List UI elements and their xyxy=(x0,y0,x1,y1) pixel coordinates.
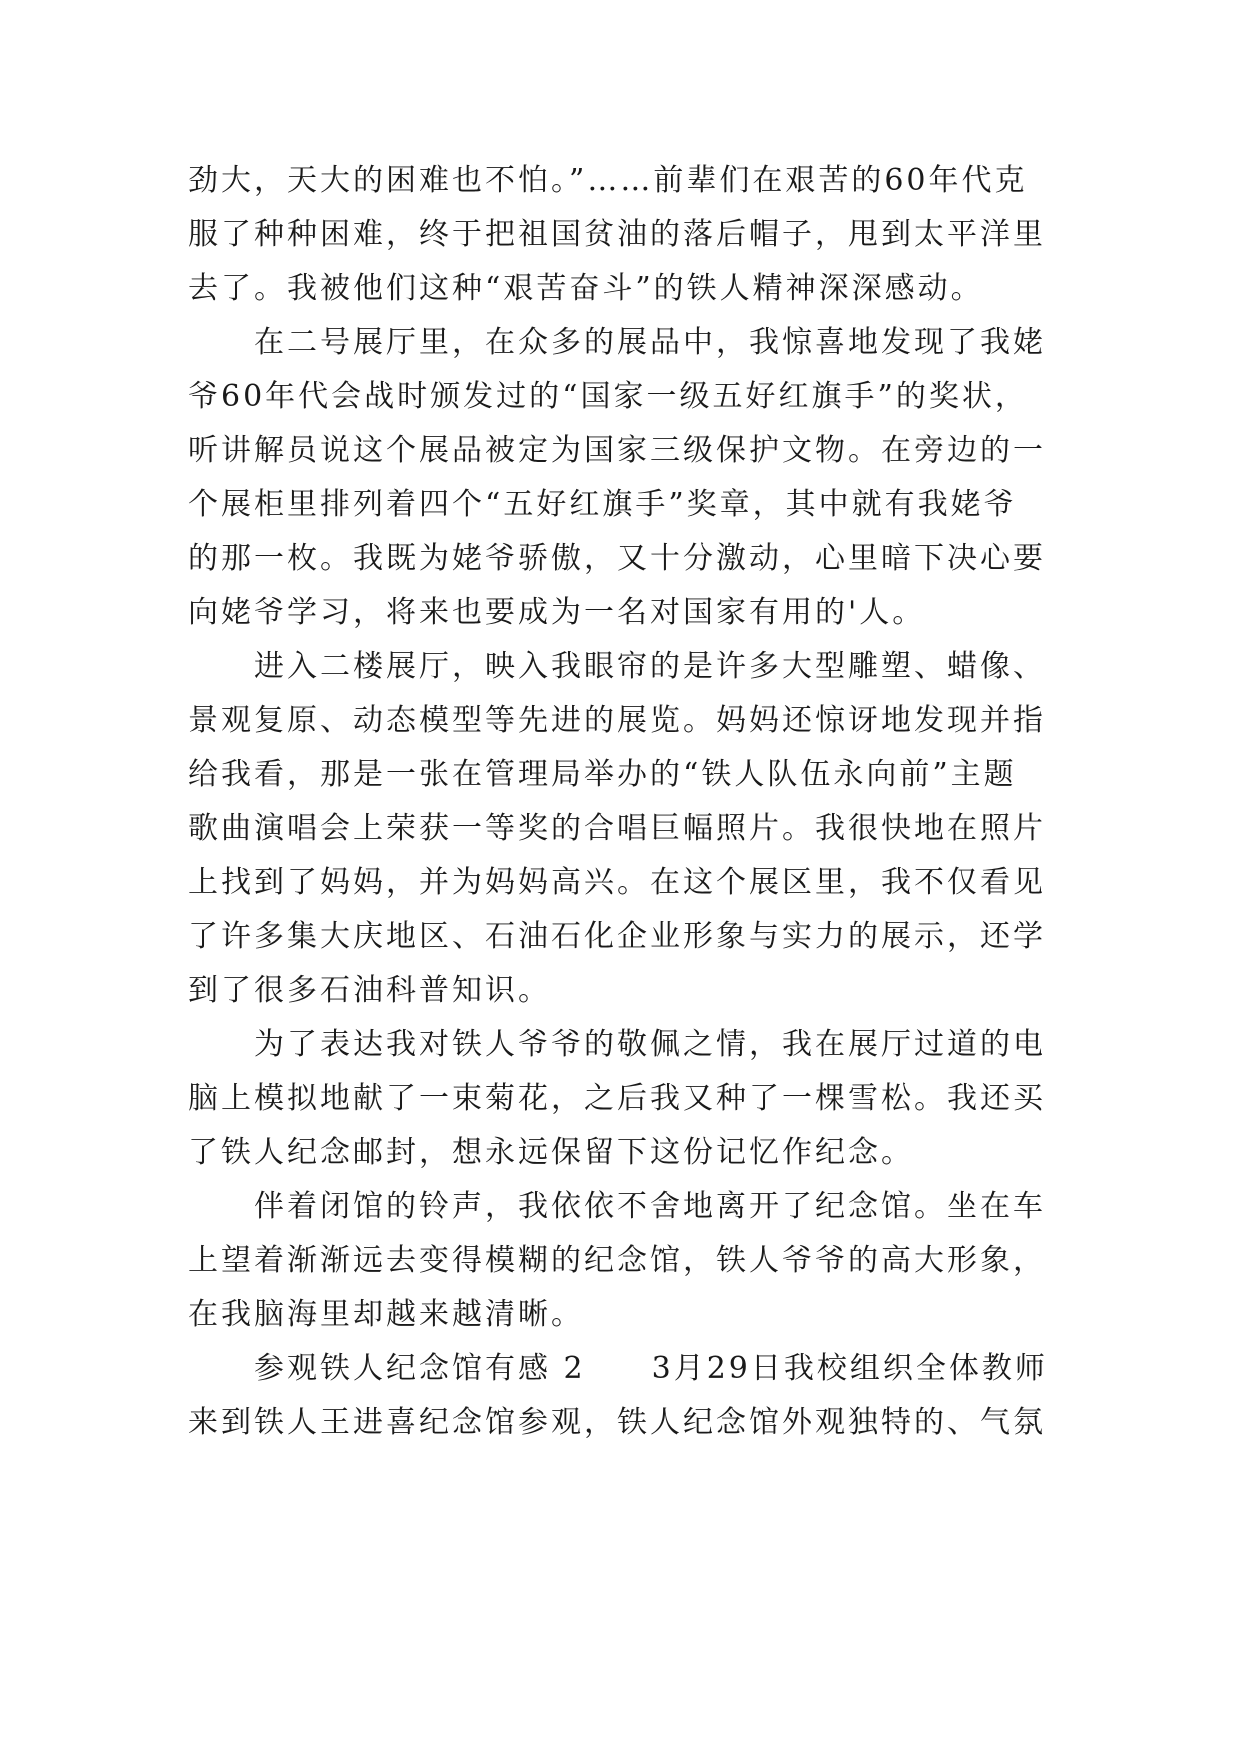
text-line: 给我看，那是一张在管理局举办的“铁人队伍永向前”主题 xyxy=(188,757,1017,792)
text-line: 为了表达我对铁人爷爷的敬佩之情，我在展厅过道的电 xyxy=(254,1027,1046,1062)
text-line: 在二号展厅里，在众多的展品中，我惊喜地发现了我姥 xyxy=(254,325,1046,360)
text-line: 脑上模拟地献了一束菊花，之后我又种了一棵雪松。我还买 xyxy=(188,1081,1046,1116)
text-line: 进入二楼展厅，映入我眼帘的是许多大型雕塑、蜡像、 xyxy=(254,649,1046,684)
document-body xyxy=(188,154,1058,1450)
text-line: 劲大，天大的困难也不怕。”……前辈们在艰苦的60年代克 xyxy=(188,163,1028,198)
text-line: 了铁人纪念邮封，想永远保留下这份记忆作纪念。 xyxy=(188,1135,914,1170)
text-line: 参观铁人纪念馆有感 2 3月29日我校组织全体教师 xyxy=(254,1351,1048,1386)
text-line: 向姥爷学习，将来也要成为一名对国家有用的'人。 xyxy=(188,595,926,630)
text-line: 在我脑海里却越来越清晰。 xyxy=(188,1297,584,1332)
text-line: 去了。我被他们这种“艰苦奋斗”的铁人精神深深感动。 xyxy=(188,271,984,306)
text-line: 歌曲演唱会上荣获一等奖的合唱巨幅照片。我很快地在照片 xyxy=(188,811,1046,846)
text-line: 上望着渐渐远去变得模糊的纪念馆，铁人爷爷的高大形象， xyxy=(188,1243,1046,1278)
text-line: 到了很多石油科普知识。 xyxy=(188,973,551,1008)
text-line: 个展柜里排列着四个“五好红旗手”奖章，其中就有我姥爷 xyxy=(188,487,1017,522)
text-line: 伴着闭馆的铃声，我依依不舍地离开了纪念馆。坐在车 xyxy=(254,1189,1046,1224)
text-line: 上找到了妈妈，并为妈妈高兴。在这个展区里，我不仅看见 xyxy=(188,865,1046,900)
text-line: 爷60年代会战时颁发过的“国家一级五好红旗手”的奖状， xyxy=(188,379,1028,414)
text-line: 景观复原、动态模型等先进的展览。妈妈还惊讶地发现并指 xyxy=(188,703,1046,738)
text-line: 服了种种困难，终于把祖国贫油的落后帽子，甩到太平洋里 xyxy=(188,217,1046,252)
text-line: 了许多集大庆地区、石油石化企业形象与实力的展示，还学 xyxy=(188,919,1046,954)
text-line: 的那一枚。我既为姥爷骄傲，又十分激动，心里暗下决心要 xyxy=(188,541,1046,576)
text-line: 来到铁人王进喜纪念馆参观，铁人纪念馆外观独特的、气氛 xyxy=(188,1405,1046,1440)
text-line: 听讲解员说这个展品被定为国家三级保护文物。在旁边的一 xyxy=(188,433,1046,468)
